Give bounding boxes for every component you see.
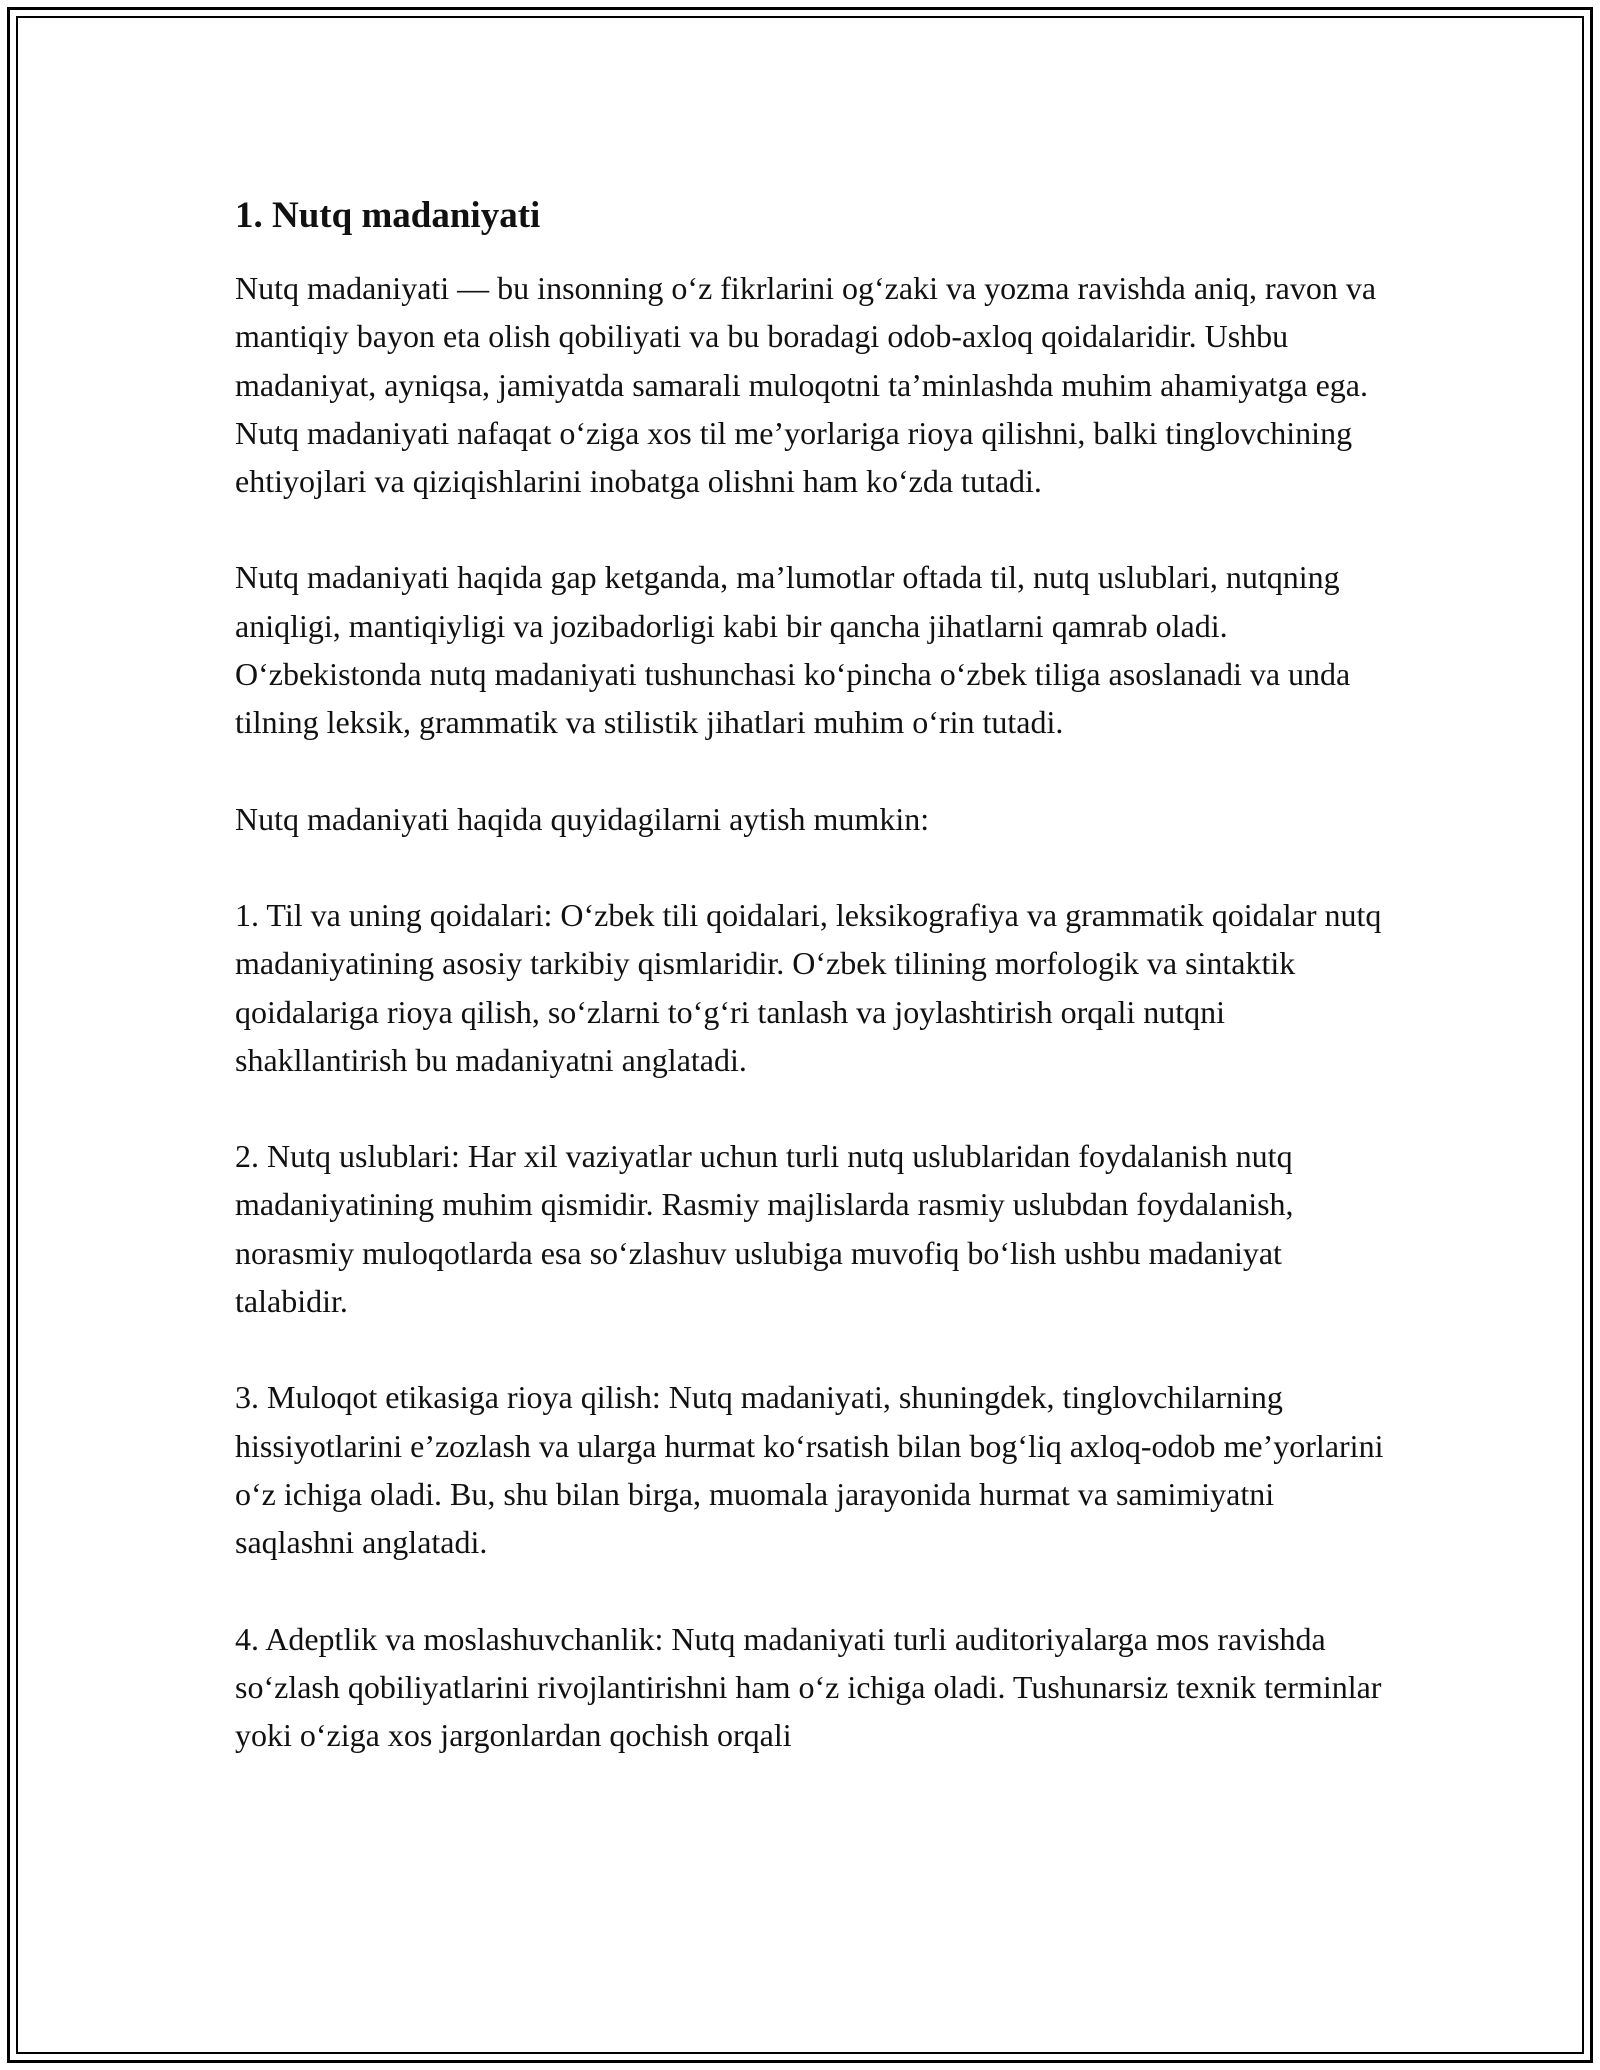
paragraph-list-intro: Nutq madaniyati haqida quyidagilarni aytish mumkin: (235, 800, 930, 837)
document-page (235, 192, 1385, 1759)
list-item-language-rules: 1. Til va uning qoidalari: O‘zbek tili qoidalari, leksikografiya va grammatik qoidalar nutq madaniyatining asosiy tarkibiy qismlaridir. O‘zbek tilining morfologik va sintaktik qoidalariga rioya qilish, so‘zlarni to‘g‘ri tanlash va joylashtirish orqali nutqni shakllantirish bu madaniyatni anglatadi. (235, 896, 1382, 1078)
list-item-adaptability: 4. Adeptlik va moslashuvchanlik: Nutq madaniyati turli auditoriyalarga mos ravishda so‘zlash qobiliyatlarini rivojlantirishni ham o‘z ichiga oladi. Tushunarsiz texnik terminlar yoki o‘ziga xos jargonlardan qochish orqali (235, 1620, 1382, 1754)
paragraph-scope: Nutq madaniyati haqida gap ketganda, ma’lumotlar oftada til, nutq uslublari, nutqning aniqligi, mantiqiyligi va jozibadorligi kabi bir qancha jihatlarni qamrab oladi. O‘zbekistonda nutq madaniyati tushunchasi ko‘pincha o‘zbek tiliga asoslanadi va unda tilning leksik, grammatik va stilistik jihatlari muhim o‘rin tutadi. (235, 559, 1351, 741)
paragraph-definition: Nutq madaniyati — bu insonning o‘z fikrlarini og‘zaki va yozma ravishda aniq, ravon va mantiqiy bayon eta olish qobiliyati va bu boradagi odob-axloq qoidalaridir. Ushbu madaniyat, ayniqsa, jamiyatda samarali muloqotni ta’minlashda muhim ahamiyatga ega. Nutq madaniyati nafaqat o‘ziga xos til me’yorlariga rioya qilishni, balki tinglovchining ehtiyojlari va qiziqishlarini inobatga olishni ham ko‘zda tutadi. (235, 270, 1377, 500)
section-heading: 1. Nutq madaniyati (235, 195, 541, 236)
list-item-speech-styles: 2. Nutq uslublari: Har xil vaziyatlar uchun turli nutq uslublaridan foydalanish nutq madaniyatining muhim qismidir. Rasmiy majlislarda rasmiy uslubdan foydalanish, norasmiy muloqotlarda esa so‘zlashuv uslubiga muvofiq bo‘lish ushbu madaniyat talabidir. (235, 1138, 1294, 1320)
list-item-communication-ethics: 3. Muloqot etikasiga rioya qilish: Nutq madaniyati, shuningdek, tinglovchilarning hissiyotlarini e’zozlash va ularga hurmat ko‘rsatish bilan bog‘liq axloq-odob me’yorlarini o‘z ichiga oladi. Bu, shu bilan birga, muomala jarayonida hurmat va samimiyatni saqlashni anglatadi. (235, 1379, 1384, 1561)
